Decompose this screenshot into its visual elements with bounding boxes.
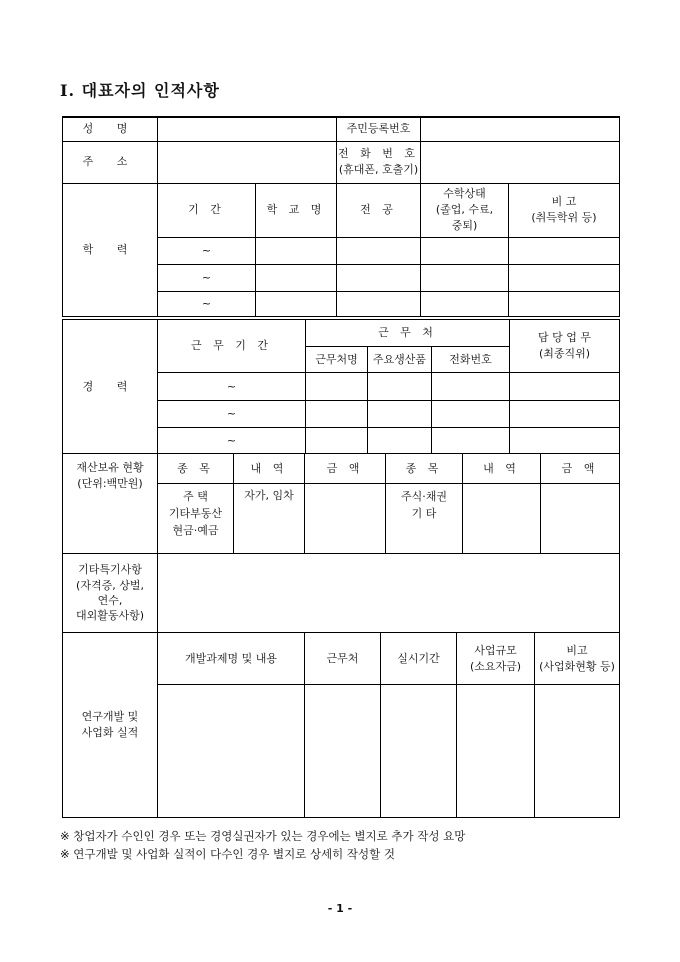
rnd-header-remarks: 비고 (사업화현황 등) [535,633,620,685]
assets-detail-left[interactable]: 자가, 임차 [234,484,305,554]
career-duty-header: 담 당 업 무 (최종직위) [510,320,620,373]
edu-cell[interactable] [509,291,620,316]
career-cell[interactable] [368,401,432,428]
edu-cell[interactable] [256,264,337,291]
page-number: - 1 - [327,902,353,915]
rnd-remarks-field[interactable] [535,685,620,818]
page-title: Ⅰ. 대표자의 인적사항 [60,81,220,100]
education-label: 학 력 [63,183,158,316]
assets-detail-right[interactable] [463,484,541,554]
other-notes-label: 기타특기사항 (자격증, 상벌, 연수, 대외활동사항) [63,554,158,633]
edu-cell[interactable] [337,291,421,316]
career-cell[interactable] [368,373,432,401]
footnotes [60,828,465,864]
footnote: ※ 창업자가 수인인 경우 또는 경영실권자가 있는 경우에는 별지로 추가 작성 요망 [60,829,466,843]
edu-period-cell[interactable]: ~ [158,291,256,316]
assets-table [62,453,620,633]
career-period-header: 근 무 기 간 [158,320,306,373]
edu-header-period: 기 간 [158,183,256,237]
phone-sublabel: (휴대폰, 호출기) [338,163,419,176]
phone-label: 전 화 번 호 [338,147,419,161]
edu-cell[interactable] [337,237,421,264]
footnote: ※ 연구개발 및 사업화 실적이 다수인 경우 별지로 상세히 작성할 것 [60,846,396,861]
address-field[interactable] [158,141,337,183]
basic-education-table [62,116,620,317]
edu-cell[interactable] [421,237,509,264]
address-label: 주 소 [63,141,158,183]
career-cell[interactable] [306,428,368,454]
assets-header-item-left: 종 목 [158,454,234,484]
career-subheader-product: 주요생산품 [368,347,432,373]
resident-no-label: 주민등록번호 [337,117,421,141]
edu-cell[interactable] [256,291,337,316]
rnd-workplace-field[interactable] [305,685,381,818]
edu-header-status: 수학상태 (졸업, 수료, 중퇴) [421,183,509,237]
edu-period-cell[interactable]: ~ [158,237,256,264]
other-notes-field[interactable] [158,554,620,633]
name-label: 성 명 [63,117,158,141]
career-period-cell[interactable]: ~ [158,401,306,428]
edu-cell[interactable] [421,291,509,316]
edu-header-school: 학 교 명 [256,183,337,237]
assets-items-right: 주식·채권 기 타 [386,484,463,554]
career-period-cell[interactable]: ~ [158,373,306,401]
assets-amount-right[interactable] [541,484,620,554]
assets-header-item-right: 종 목 [386,454,463,484]
assets-header-amount-left: 금 액 [305,454,386,484]
rnd-header-project: 개발과제명 및 내용 [158,633,305,685]
edu-cell[interactable] [509,237,620,264]
rnd-header-workplace: 근무처 [305,633,381,685]
career-workplace-header: 근 무 처 [306,320,510,347]
career-cell[interactable] [432,401,510,428]
edu-cell[interactable] [256,237,337,264]
career-cell[interactable] [510,428,620,454]
career-subheader-phone: 전화번호 [432,347,510,373]
edu-header-major: 전 공 [337,183,421,237]
assets-header-amount-right: 금 액 [541,454,620,484]
career-cell[interactable] [510,373,620,401]
rnd-scale-field[interactable] [457,685,535,818]
assets-items-left: 주 택 기타부동산 현금·예금 [158,484,234,554]
career-subheader-name: 근무처명 [306,347,368,373]
rnd-header-scale: 사업규모 (소요자금) [457,633,535,685]
career-cell[interactable] [306,373,368,401]
assets-header-detail-right: 내 역 [463,454,541,484]
career-label: 경 력 [63,320,158,454]
career-cell[interactable] [432,428,510,454]
rnd-label: 연구개발 및 사업화 실적 [63,633,158,818]
rnd-table [62,632,620,818]
edu-period-cell[interactable]: ~ [158,264,256,291]
resident-no-field[interactable] [421,117,620,141]
edu-cell[interactable] [509,264,620,291]
edu-cell[interactable] [421,264,509,291]
assets-header-detail-left: 내 역 [234,454,305,484]
edu-header-remarks: 비 고 (취득학위 등) [509,183,620,237]
assets-amount-left[interactable] [305,484,386,554]
assets-label: 재산보유 현황 (단위:백만원) [63,454,158,554]
career-period-cell[interactable]: ~ [158,428,306,454]
rnd-project-field[interactable] [158,685,305,818]
phone-label-cell [337,141,421,183]
rnd-header-period: 실시기간 [381,633,457,685]
rnd-period-field[interactable] [381,685,457,818]
phone-field[interactable] [421,141,620,183]
career-cell[interactable] [306,401,368,428]
edu-cell[interactable] [337,264,421,291]
career-cell[interactable] [432,373,510,401]
career-cell[interactable] [510,401,620,428]
name-field[interactable] [158,117,337,141]
career-cell[interactable] [368,428,432,454]
career-table [62,319,620,454]
